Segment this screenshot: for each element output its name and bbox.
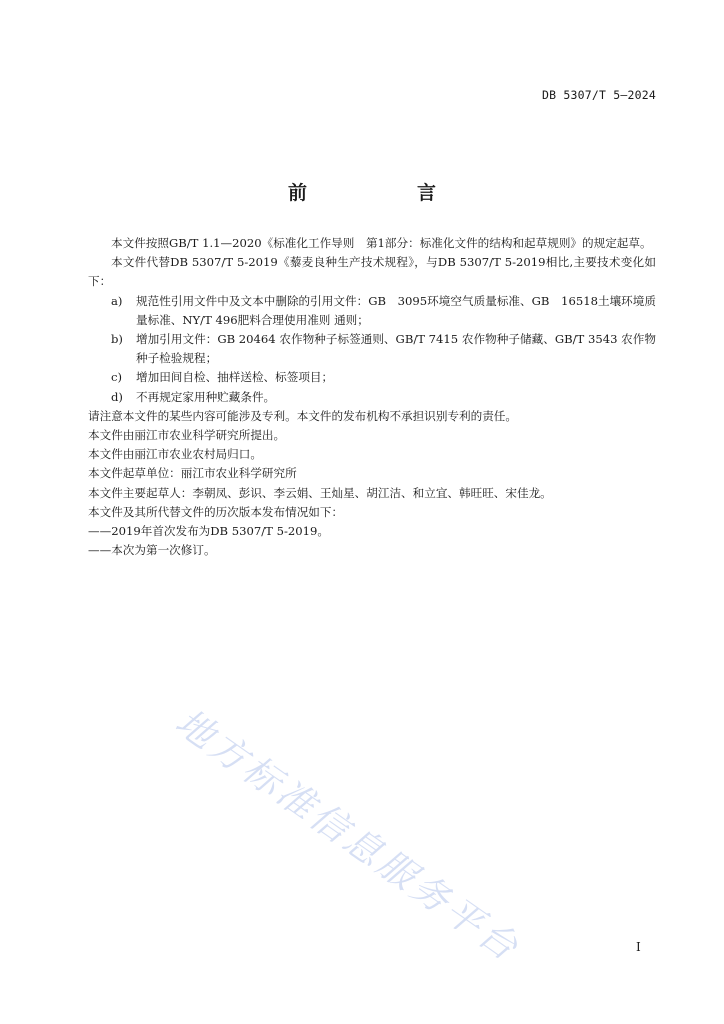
history-item: ——本次为第一次修订。	[88, 543, 216, 558]
administrator-paragraph: 本文件由丽江市农业农村局归口。	[88, 447, 262, 462]
drafting-basis-paragraph: 本文件按照GB/T 1.1—2020《标准化工作导则 第1部分：标准化文件的结构和起草规则》的规定起草。	[111, 236, 652, 250]
list-item	[88, 292, 656, 330]
patent-notice: 请注意本文件的某些内容可能涉及专利。本文件的发布机构不承担识别专利的责任。	[88, 408, 517, 423]
proposer-paragraph: 本文件由丽江市农业科学研究所提出。	[88, 428, 286, 443]
list-item-label: a)	[111, 293, 123, 308]
replacement-paragraph: 本文件代替DB 5307/T 5-2019《藜麦良种生产技术规程》，与DB 5307/T 5-2019相比,主要技术变化如下：	[88, 255, 656, 289]
page-number: I	[636, 940, 641, 954]
list-item-label: c)	[111, 370, 123, 385]
drafting-unit-paragraph: 本文件起草单位：丽江市农业科学研究所	[88, 466, 297, 481]
drafters-paragraph: 本文件主要起草人：李朝凤、彭识、李云娟、王灿星、胡江洁、和立宜、韩旺旺、宋佳龙。	[88, 485, 552, 500]
list-item-text: 增加田间自检、抽样送检、标签项目；	[136, 370, 334, 385]
history-intro-paragraph: 本文件及其所代替文件的历次版本发布情况如下：	[88, 504, 344, 519]
list-item	[88, 330, 656, 368]
document-code: DB 5307/T 5—2024	[542, 88, 656, 102]
history-item: ——2019年首次发布为DB 5307/T 5-2019。	[88, 524, 329, 539]
list-item-text: 规范性引用文件中及文本中删除的引用文件：GB 3095环境空气质量标准、GB 16518土壤环境质量标准、NY/T 496肥料合理使用准则 通则；	[136, 293, 656, 327]
list-item	[88, 368, 656, 387]
list-item-text: 不再规定家用种贮藏条件。	[136, 389, 276, 404]
list-item-text: 增加引用文件：GB 20464 农作物种子标签通则、GB/T 7415 农作物种子储藏、GB/T 3543 农作物种子检验规程；	[136, 332, 656, 366]
list-item	[88, 388, 656, 407]
list-item-label: d)	[111, 389, 123, 404]
watermark: 地方标准信息服务平台	[167, 700, 529, 971]
list-item-label: b)	[111, 332, 123, 347]
page-title: 前 言	[287, 182, 460, 204]
foreword-body	[88, 234, 656, 560]
